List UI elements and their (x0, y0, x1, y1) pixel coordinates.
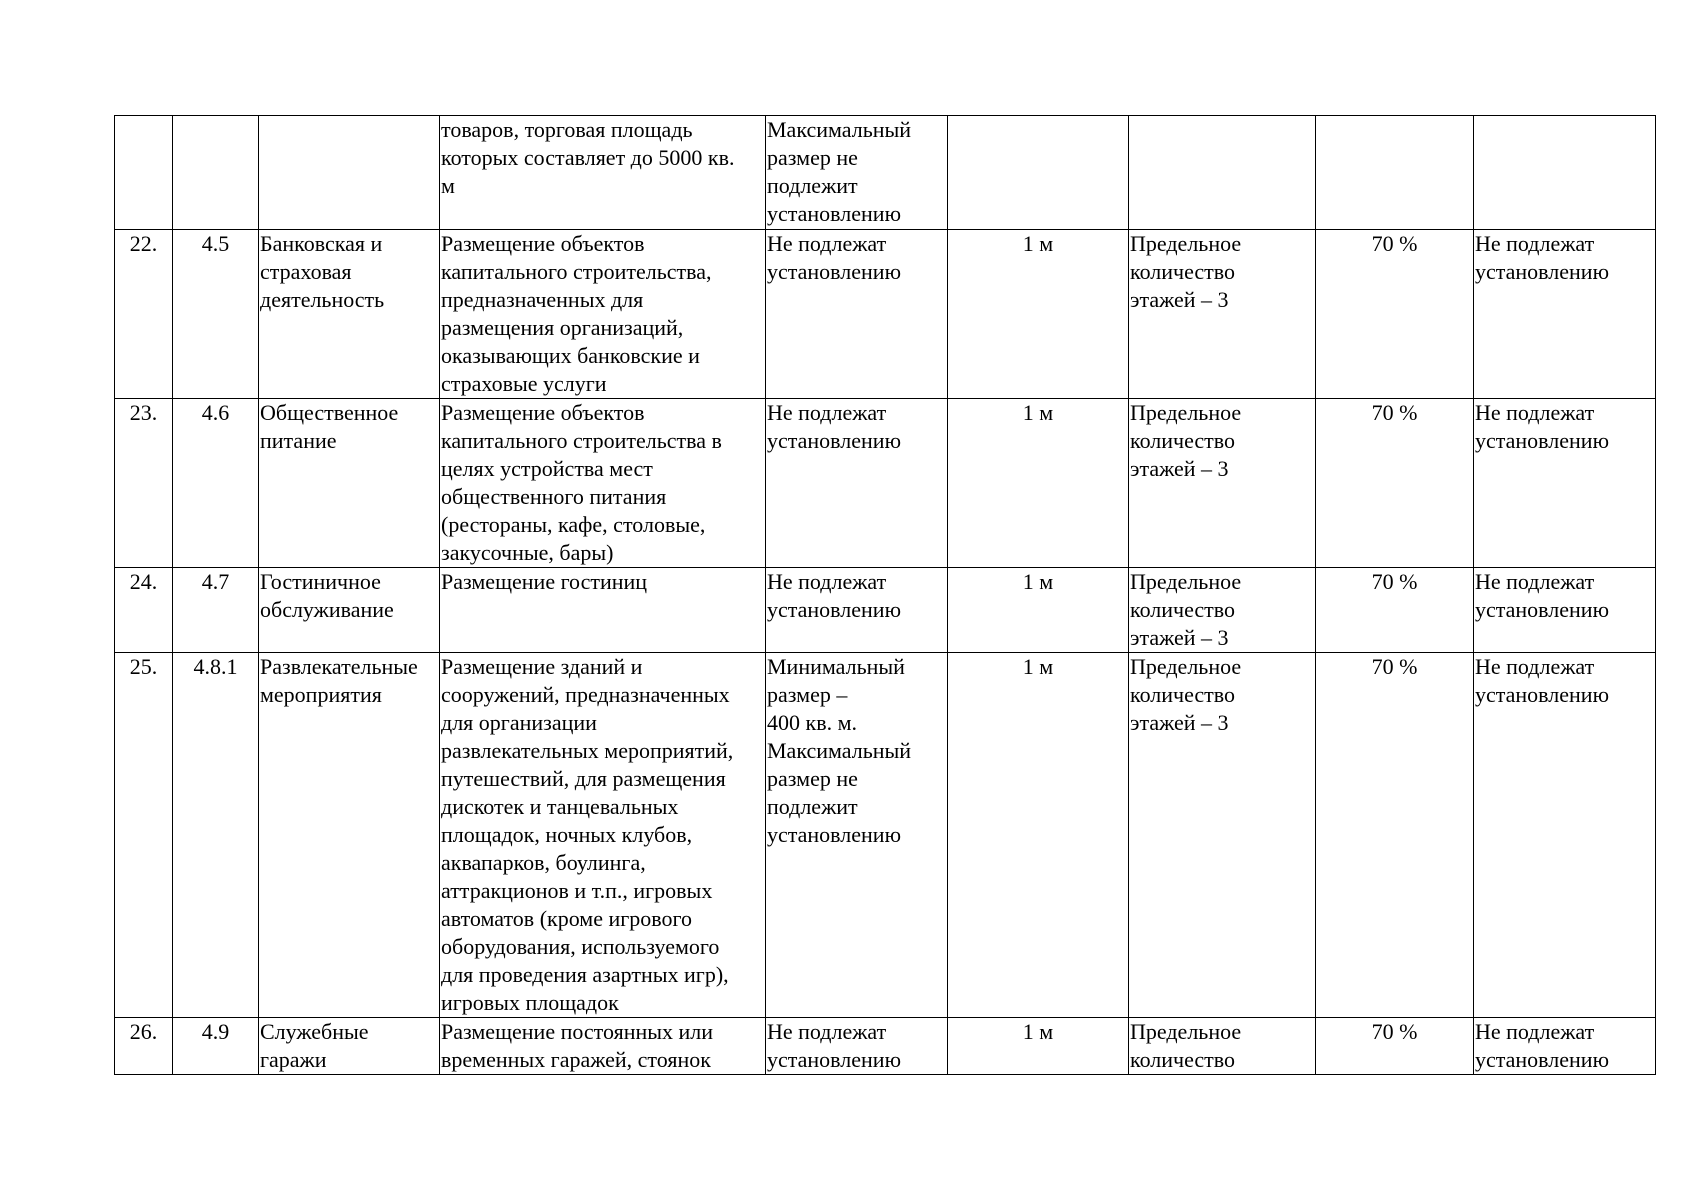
cell-text-line: этажей – 3 (1130, 710, 1229, 735)
height-limit-cell (1129, 568, 1316, 653)
row-number-cell (115, 230, 173, 399)
cell-text-line: установлению (1475, 597, 1610, 622)
cell-text-line: установлению (767, 597, 902, 622)
cell-text-line: Не подлежат (767, 569, 887, 594)
cell-text-line: размещения организаций, (441, 315, 684, 340)
use-description-cell (440, 230, 766, 399)
cell-text: 25. (129, 654, 158, 679)
cell-text-line: Размещение постоянных или (441, 1019, 714, 1044)
row-number-cell (115, 653, 173, 1018)
setback-cell (948, 399, 1129, 568)
coverage-cell (1316, 116, 1474, 230)
cell-text: 1 м (1022, 569, 1054, 594)
plot-size-cell (766, 1018, 948, 1075)
cell-text-line: размер не (767, 145, 858, 170)
cell-text-line: Не подлежат (767, 400, 887, 425)
cell-text: 22. (129, 231, 158, 256)
cell-text: 1 м (1022, 400, 1054, 425)
coverage-cell (1316, 399, 1474, 568)
cell-text-line: Размещение зданий и (441, 654, 643, 679)
plot-size-cell (766, 116, 948, 230)
setback-cell (948, 116, 1129, 230)
cell-text-line: Служебные (260, 1019, 369, 1044)
table-body (115, 116, 1656, 1075)
cell-text-line: страховая (260, 259, 352, 284)
setback-cell (948, 653, 1129, 1018)
cell-text-line: путешествий, для размещения (441, 766, 726, 791)
other-params-cell (1474, 568, 1656, 653)
table-row (115, 1018, 1656, 1075)
other-params-cell (1474, 653, 1656, 1018)
cell-text-line: Развлекательные (260, 654, 418, 679)
use-description-cell (440, 568, 766, 653)
cell-text-line: товаров, торговая площадь (441, 117, 693, 142)
cell-text-line: количество (1130, 1047, 1236, 1072)
height-limit-cell (1129, 116, 1316, 230)
cell-text-line: установлению (767, 1047, 902, 1072)
cell-text-line: деятельность (260, 287, 385, 312)
cell-text-line: мероприятия (260, 682, 382, 707)
cell-text-line: целях устройства мест (441, 456, 653, 481)
cell-text-line: Размещение объектов (441, 400, 645, 425)
plot-size-cell (766, 230, 948, 399)
cell-text-line: Общественное (260, 400, 399, 425)
row-number-cell (115, 399, 173, 568)
cell-text-line: аквапарков, боулинга, (441, 850, 646, 875)
cell-text-line: Размещение гостиниц (441, 569, 648, 594)
cell-text-line: подлежит (767, 173, 858, 198)
cell-text-line: установлению (1475, 1047, 1610, 1072)
cell-text: 4.9 (201, 1019, 230, 1044)
cell-text-line: игровых площадок (441, 990, 619, 1015)
plot-size-cell (766, 568, 948, 653)
cell-text-line: общественного питания (441, 484, 667, 509)
height-limit-cell (1129, 230, 1316, 399)
use-code-cell (173, 230, 259, 399)
cell-text-line: установлению (767, 822, 902, 847)
coverage-cell (1316, 1018, 1474, 1075)
use-name-cell (259, 230, 440, 399)
cell-text-line: оказывающих банковские и (441, 343, 700, 368)
cell-text-line: этажей – 3 (1130, 456, 1229, 481)
cell-text-line: Минимальный (767, 654, 905, 679)
cell-text-line: гаражи (260, 1047, 327, 1072)
use-name-cell (259, 399, 440, 568)
cell-text-line: дискотек и танцевальных (441, 794, 679, 819)
use-code-cell (173, 568, 259, 653)
use-description-cell (440, 1018, 766, 1075)
cell-text-line: количество (1130, 428, 1236, 453)
table-row (115, 116, 1656, 230)
cell-text-line: закусочные, бары) (441, 540, 614, 565)
cell-text-line: размер не (767, 766, 858, 791)
table-row (115, 653, 1656, 1018)
table-row (115, 230, 1656, 399)
other-params-cell (1474, 116, 1656, 230)
cell-text: 4.8.1 (193, 654, 238, 679)
height-limit-cell (1129, 399, 1316, 568)
cell-text-line: страховые услуги (441, 371, 607, 396)
cell-text-line: Не подлежат (1475, 654, 1595, 679)
cell-text: 70 % (1371, 231, 1418, 256)
cell-text: 1 м (1022, 1019, 1054, 1044)
other-params-cell (1474, 230, 1656, 399)
cell-text: 4.7 (201, 569, 230, 594)
cell-text: 1 м (1022, 231, 1054, 256)
use-description-cell (440, 653, 766, 1018)
setback-cell (948, 568, 1129, 653)
cell-text: 23. (129, 400, 158, 425)
cell-text-line: сооружений, предназначенных (441, 682, 730, 707)
cell-text: 70 % (1371, 654, 1418, 679)
table-row (115, 399, 1656, 568)
use-code-cell (173, 116, 259, 230)
cell-text-line: 400 кв. м. (767, 710, 857, 735)
coverage-cell (1316, 230, 1474, 399)
cell-text-line: Не подлежат (1475, 231, 1595, 256)
cell-text-line: Гостиничное (260, 569, 381, 594)
cell-text-line: (рестораны, кафе, столовые, (441, 512, 706, 537)
cell-text: 70 % (1371, 569, 1418, 594)
cell-text-line: Не подлежат (1475, 400, 1595, 425)
cell-text-line: которых составляет до 5000 кв. (441, 145, 735, 170)
cell-text-line: этажей – 3 (1130, 625, 1229, 650)
cell-text-line: этажей – 3 (1130, 287, 1229, 312)
cell-text-line: подлежит (767, 794, 858, 819)
cell-text-line: Предельное (1130, 1019, 1242, 1044)
cell-text-line: для организации (441, 710, 597, 735)
use-name-cell (259, 568, 440, 653)
cell-text-line: количество (1130, 682, 1236, 707)
setback-cell (948, 1018, 1129, 1075)
cell-text: 1 м (1022, 654, 1054, 679)
other-params-cell (1474, 1018, 1656, 1075)
use-name-cell (259, 1018, 440, 1075)
cell-text: 4.6 (201, 400, 230, 425)
cell-text-line: Предельное (1130, 231, 1242, 256)
table-row (115, 568, 1656, 653)
cell-text-line: питание (260, 428, 337, 453)
cell-text-line: Размещение объектов (441, 231, 645, 256)
cell-text-line: Не подлежат (1475, 569, 1595, 594)
regulations-table (114, 115, 1656, 1075)
row-number-cell (115, 1018, 173, 1075)
other-params-cell (1474, 399, 1656, 568)
cell-text-line: обслуживание (260, 597, 394, 622)
use-description-cell (440, 399, 766, 568)
use-name-cell (259, 116, 440, 230)
cell-text-line: Банковская и (260, 231, 383, 256)
cell-text-line: площадок, ночных клубов, (441, 822, 693, 847)
cell-text-line: установлению (1475, 682, 1610, 707)
use-code-cell (173, 653, 259, 1018)
cell-text-line: Не подлежат (767, 1019, 887, 1044)
coverage-cell (1316, 568, 1474, 653)
cell-text-line: Предельное (1130, 654, 1242, 679)
cell-text-line: Максимальный (767, 117, 912, 142)
cell-text-line: м (441, 173, 455, 198)
cell-text-line: количество (1130, 259, 1236, 284)
cell-text-line: установлению (1475, 259, 1610, 284)
cell-text-line: Не подлежат (1475, 1019, 1595, 1044)
cell-text: 26. (129, 1019, 158, 1044)
cell-text-line: временных гаражей, стоянок (441, 1047, 711, 1072)
cell-text-line: развлекательных мероприятий, (441, 738, 734, 763)
row-number-cell (115, 568, 173, 653)
cell-text-line: капитального строительства, (441, 259, 712, 284)
cell-text: 4.5 (201, 231, 230, 256)
coverage-cell (1316, 653, 1474, 1018)
cell-text-line: размер – (767, 682, 848, 707)
cell-text: 24. (129, 569, 158, 594)
cell-text-line: установлению (767, 259, 902, 284)
cell-text-line: Максимальный (767, 738, 912, 763)
height-limit-cell (1129, 653, 1316, 1018)
use-description-cell (440, 116, 766, 230)
cell-text-line: для проведения азартных игр), (441, 962, 729, 987)
cell-text-line: количество (1130, 597, 1236, 622)
cell-text-line: аттракционов и т.п., игровых (441, 878, 713, 903)
cell-text-line: установлению (767, 428, 902, 453)
cell-text: 70 % (1371, 1019, 1418, 1044)
cell-text-line: капитального строительства в (441, 428, 722, 453)
use-code-cell (173, 1018, 259, 1075)
row-number-cell (115, 116, 173, 230)
use-name-cell (259, 653, 440, 1018)
cell-text-line: Не подлежат (767, 231, 887, 256)
plot-size-cell (766, 399, 948, 568)
cell-text: 70 % (1371, 400, 1418, 425)
cell-text-line: предназначенных для (441, 287, 644, 312)
height-limit-cell (1129, 1018, 1316, 1075)
cell-text-line: оборудования, используемого (441, 934, 720, 959)
cell-text-line: Предельное (1130, 400, 1242, 425)
cell-text-line: автоматов (кроме игрового (441, 906, 692, 931)
cell-text-line: Предельное (1130, 569, 1242, 594)
use-code-cell (173, 399, 259, 568)
setback-cell (948, 230, 1129, 399)
cell-text-line: установлению (1475, 428, 1610, 453)
plot-size-cell (766, 653, 948, 1018)
cell-text-line: установлению (767, 201, 902, 226)
